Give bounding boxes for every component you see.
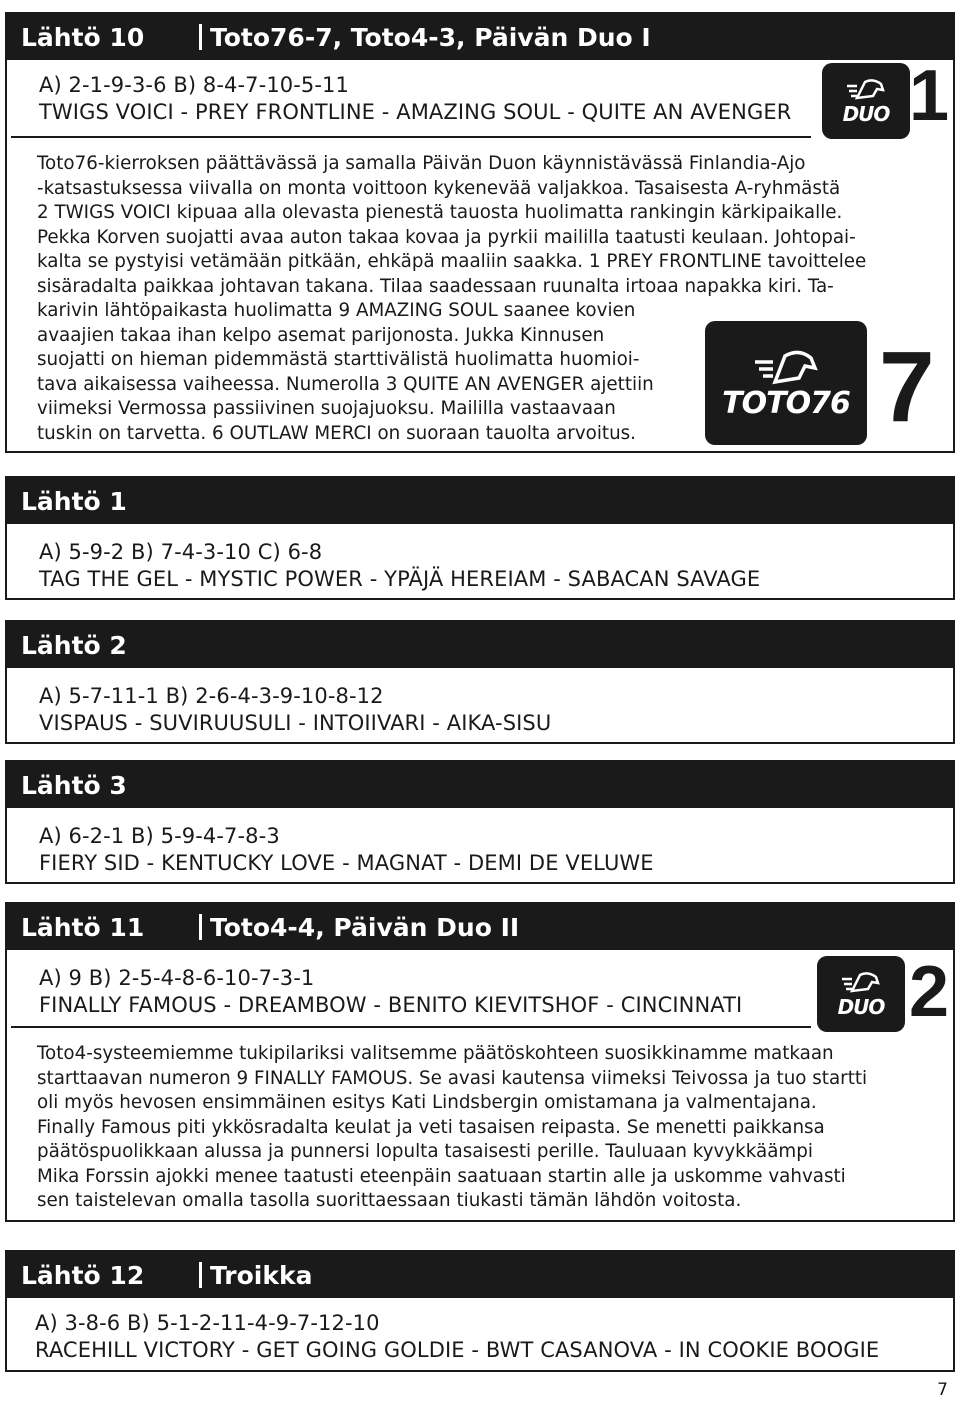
race-number: Lähtö 11 [21,912,145,942]
race-number: Lähtö 1 [21,486,127,516]
text-line: Finally Famous piti ykkösradalta keulat ja veti tasaisen reipasta. Se menetti paikkansa [37,1116,825,1138]
race-number: Lähtö 3 [21,770,127,800]
race-number: Lähtö 12 [21,1260,145,1290]
text-line: päätöspuolikkaan alussa ja punnersi lopulta tasaisesti perille. Tauluaan kyvykkäämpi [37,1141,813,1162]
race-picks [7,1298,953,1364]
pick-horses: TWIGS VOICI - PREY FRONTLINE - AMAZING SOUL - QUITE AN AVENGER [39,100,792,124]
race-picks [7,950,953,1030]
race-header [7,762,953,808]
text-line: 2 TWIGS VOICI kipuaa alla olevasta pienestä tauosta huolimatta rankingin kärkipaikalle. [37,202,843,223]
race-header [7,904,953,950]
text-line: starttaavan numeron 9 FINALLY FAMOUS. Se avasi kautensa viimeksi Teivossa ja tuo startti [37,1067,868,1089]
leg-number: 2 [909,952,950,1032]
pick-horses: TAG THE GEL - MYSTIC POWER - YPÄJÄ HEREIAM - SABACAN SAVAGE [39,567,761,591]
bet-type: Toto76-7, Toto4-3, Päivän Duo I [199,23,651,52]
race-section-10 [5,12,955,453]
duo-logo [822,63,910,139]
race-number: Lähtö 10 [21,22,145,52]
text-line: tava aikaisessa vaiheessa. Numerolla 3 QUITE AN AVENGER ajettiin [37,373,654,395]
pick-horses: FIERY SID - KENTUCKY LOVE - MAGNAT - DEMI DE VELUWE [39,851,654,875]
toto76-logo-text: TOTO76 [722,385,850,421]
race-header [7,14,953,60]
race-header [7,622,953,668]
race-section-2 [5,620,955,744]
race-picks [7,60,953,140]
leg-number: 1 [909,56,950,136]
text-line: -katsastuksessa viivalla on monta voittoon kykenevää valjakkoa. Tasaisesta A-ryhmästä [37,177,841,199]
pick-horses: RACEHILL VICTORY - GET GOING GOLDIE - BWT CASANOVA - IN COOKIE BOOGIE [35,1338,880,1362]
race-section-1 [5,476,955,600]
text-line: Toto4-systeemiemme tukipilariksi valitsemme päätöskohteen suosikkinamme matkaan [37,1043,834,1064]
pick-numbers: A) 5-7-11-1 B) 2-6-4-3-9-10-8-12 [39,684,384,708]
horse-icon [749,346,823,386]
duo-logo-text: DUO [837,995,885,1019]
pick-numbers: A) 6-2-1 B) 5-9-4-7-8-3 [39,824,280,848]
text-line: kalta se pystyisi vetämään pitkään, ehkäpä maaliin saakka. 1 PREY FRONTLINE tavoittelee [37,251,867,272]
page-number: 7 [937,1380,948,1400]
text-line: viimeksi Vermossa passiivinen suojajuoksu. Maililla vastaavaan [37,398,616,419]
pick-numbers: A) 2-1-9-3-6 B) 8-4-7-10-5-11 [39,73,349,97]
text-line: Mika Forssin ajokki menee taatusti eteenpäin saatuaan startin alle ja uskomme vahvasti [37,1165,846,1187]
horse-icon [843,76,889,102]
race-section-3 [5,760,955,884]
divider [11,1026,811,1028]
text-line: Pekka Korven suojatti avaa auton takaa kovaa ja pyrkii maililla taatusti keulaan. Johtopai- [37,226,856,248]
race-section-12 [5,1250,955,1372]
race-header [7,1252,953,1298]
bet-type: Troikka [199,1261,313,1290]
race-picks [7,524,953,593]
race-picks [7,668,953,737]
divider [11,136,811,138]
race-analysis [7,1042,953,1214]
text-line: Toto76-kierroksen päättävässä ja samalla Päivän Duon käynnistävässä Finlandia-Ajo [37,153,806,174]
text-line: karivin lähtöpaikasta huolimatta 9 AMAZING SOUL saanee kovien [37,300,636,321]
race-header [7,478,953,524]
text-line: suojatti on hieman pidemmästä starttivälistä huolimatta huomioi- [37,349,640,370]
text-line: sisäradalta paikkaa johtavan takana. Tilaa saadessaan ruunalta irtoaa napakka kiri. Ta- [37,275,834,297]
pick-horses: FINALLY FAMOUS - DREAMBOW - BENITO KIEVITSHOF - CINCINNATI [39,993,743,1017]
leg-number: 7 [879,331,935,443]
horse-icon [838,969,884,995]
text-line: oli myös hevosen ensimmäinen esitys Kati Lindsbergin omistamana ja valmentajana. [37,1092,817,1113]
pick-numbers: A) 9 B) 2-5-4-8-6-10-7-3-1 [39,966,315,990]
race-number: Lähtö 2 [21,630,127,660]
pick-numbers: A) 3-8-6 B) 5-1-2-11-4-9-7-12-10 [35,1311,380,1335]
toto76-logo [705,321,867,445]
pick-horses: VISPAUS - SUVIRUUSULI - INTOIIVARI - AIKA-SISU [39,711,552,735]
race-section-11 [5,902,955,1222]
bet-type: Toto4-4, Päivän Duo II [199,913,519,942]
race-picks [7,808,953,877]
text-line: tuskin on tarvetta. 6 OUTLAW MERCI on suoraan tauolta arvoitus. [37,422,636,444]
pick-numbers: A) 5-9-2 B) 7-4-3-10 C) 6-8 [39,540,323,564]
text-line: sen taistelevan omalla tasolla suorittaessaan tiukasti tämän lähdön voitosta. [37,1190,742,1211]
text-line: avaajien takaa ihan kelpo asemat parijonosta. Jukka Kinnusen [37,324,605,346]
duo-logo-text: DUO [842,102,890,126]
duo-logo [817,956,905,1032]
